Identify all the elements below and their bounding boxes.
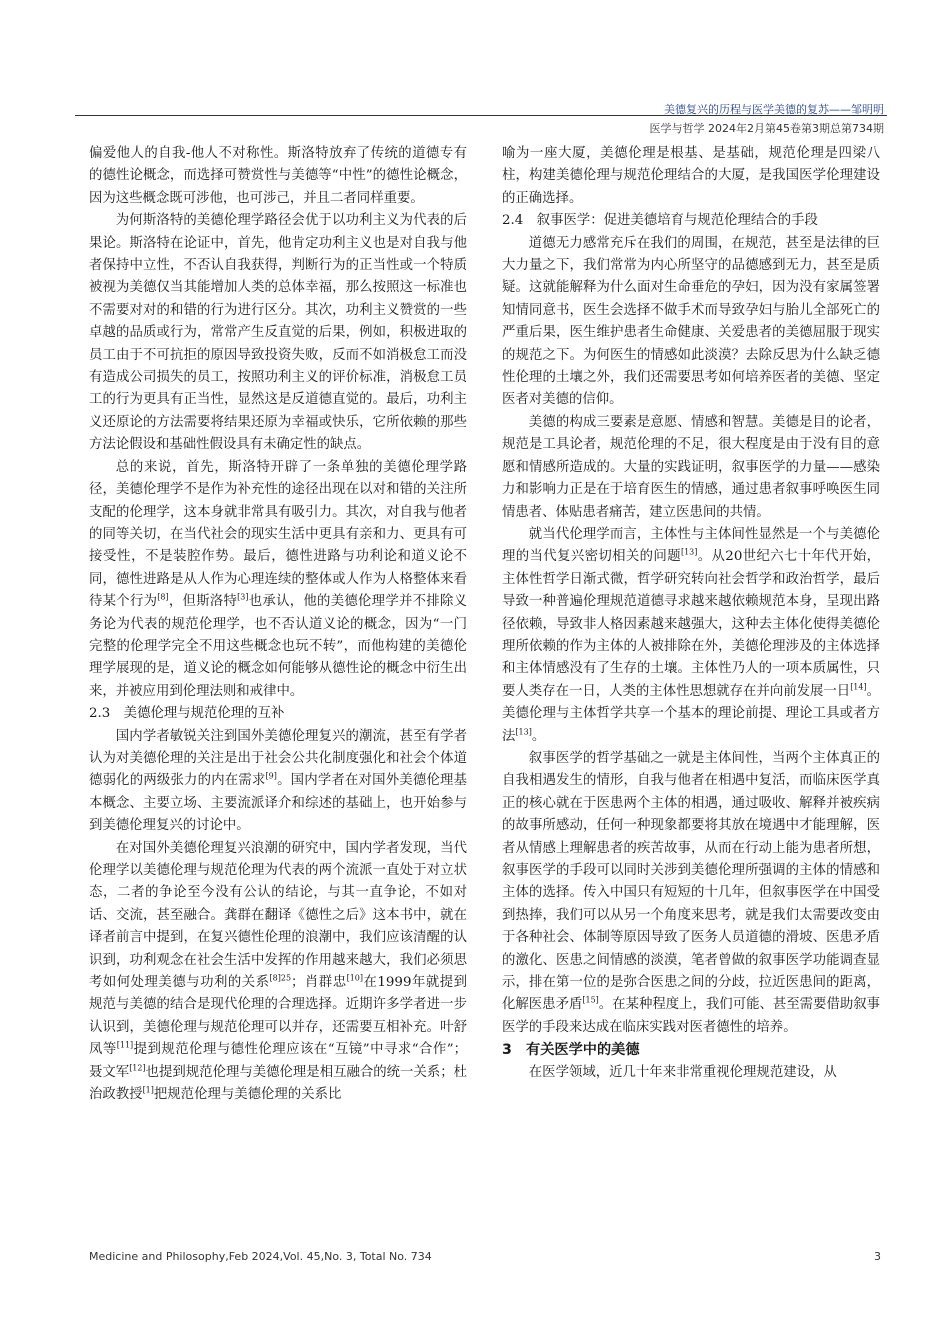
text: ，但斯洛特 bbox=[168, 594, 238, 610]
text: 。美德伦理与主体哲学共享一个基本的理论前提、理论工具或者方法 bbox=[502, 683, 881, 744]
citation: [13] bbox=[515, 727, 532, 737]
text: 提到规范伦理与德性伦理应该在“互镜”中寻求“合作”；聂文军 bbox=[89, 1042, 467, 1080]
section-heading-3: 3 有关医学中的美德 bbox=[502, 1042, 640, 1059]
citation: [8]25 bbox=[269, 973, 292, 983]
paragraph: 在医学领域，近几十年来非常重视伦理规范建设，从 bbox=[528, 1064, 837, 1080]
paragraph: 美德的构成三要素是意愿、情感和智慧。美德是目的论者，规范是工具论者，规范伦理的不足，很大程度是由于没有目的意愿和情感所造成的。大量的实践证明，叙事医学的力量——感染力和影响力正是在于培育医生的情感，通过患者叙事呼唤医生同情患者、体贴患者痛苦，建立医患间的共情。 bbox=[502, 414, 880, 520]
text: 也提到规范伦理与美德伦理是相互融合的统一关系；杜治政教授 bbox=[89, 1064, 468, 1103]
text: 。在某种程度上，我们可能、甚至需要借助叙事医学的手段来达成在临床实践对医者德性的培养。 bbox=[502, 997, 881, 1035]
text: 就当代伦理学而言，主体性与主体间性显然是一个与美德伦理的当代复兴密切相关的问题 bbox=[502, 526, 880, 565]
paragraph bbox=[89, 726, 467, 838]
paragraph bbox=[502, 748, 880, 1039]
section-heading-2-4: 2.4 叙事医学：促进美德培育与规范伦理结合的手段 bbox=[502, 213, 818, 229]
citation: [9] bbox=[265, 771, 277, 781]
text: 总的来说，首先，斯洛特开辟了一条单独的美德伦理学路径，美德伦理学不是作为补充性的途径出现在以对和错的关注所支配的伦理学，这本身就非常具有吸引力。其次，对自我与他者的同等关切，在当代社会的现实生活中更具有亲和力、更具有可接受性，不是装腔作势。最后，德性进路与功利论和道义论不同，德性进路是从人作为心理连续的整体或人作为人格整体来看待某个行为 bbox=[89, 459, 467, 610]
paragraph bbox=[89, 838, 467, 1107]
citation: [11] bbox=[116, 1040, 134, 1050]
right-column bbox=[502, 143, 880, 1084]
text: 把规范伦理与美德伦理的关系比 bbox=[153, 1087, 342, 1103]
citation: [3] bbox=[237, 592, 249, 602]
running-title: 美德复兴的历程与医学美德的复苏——邹明明 bbox=[664, 103, 884, 116]
page-number: 3 bbox=[874, 1250, 881, 1263]
paragraph: 偏爱他人的自我-他人不对称性。斯洛特放弃了传统的道德专有的德性论概念，而选择可赞赏性与美德等“中性”的德性论概念，因为这些概念既可涉他，也可涉己，并且二者同样重要。 bbox=[89, 146, 467, 206]
text: 。国内学者在对国外美德伦理基本概念、主要立场、主要流派译介和综述的基础上，也开始参与到美德伦理复兴的讨论中。 bbox=[89, 773, 468, 834]
issue-info: 医学与哲学 2024年2月第45卷第3期总第734期 bbox=[649, 122, 884, 135]
citation: [12] bbox=[129, 1063, 146, 1073]
citation: [14] bbox=[850, 682, 867, 692]
paragraph bbox=[502, 524, 880, 748]
left-column bbox=[89, 143, 467, 1106]
citation: [15] bbox=[582, 995, 599, 1005]
text: 在对国外美德伦理复兴浪潮的研究中，国内学者发现，当代伦理学以美德伦理与规范伦理为代表的两个流派一直处于对立状态，二者的争论至今没有公认的结论，与其一直争论，不如对话、交流，甚至融合。龚群在翻译《德性之后》这本书中，就在译者前言中提到，在复兴德性伦理的浪潮中，我们应该清醒的认识到，功利观念在社会生活中发挥的作用越来越大，我们必须思考如何处理美德与功利的关系 bbox=[89, 840, 467, 991]
paragraph: 为何斯洛特的美德伦理学路径会优于以功利主义为代表的后果论。斯洛特在论证中，首先，他肯定功利主义也是对自我与他者保持中立性，不否认自我获得，判断行为的正当性或一个特质被视为美德仅当其能增加人类的总体幸福，那么按照这一标准也不需要对对的和错的行为进行区分。其次，功利主义赞赏的一些卓越的品质或行为，常常产生反直觉的后果，例如，积极进取的员工由于不可抗拒的原因导致投资失败，反而不如消极怠工而没有造成公司损失的员工，按照功利主义的评价标准，消极怠工员工的行为更具有正当性，显然这是反道德直觉的。最后，功利主义还原论的方法需要将结果还原为幸福或快乐，它所依赖的那些方法论假设和基础性假设具有未确定性的缺点。 bbox=[89, 213, 467, 453]
text: 国内学者敏锐关注到国外美德伦理复兴的潮流，甚至有学者认为对美德伦理的关注是出于社会公共化制度强化和社会个体道德弱化的两级张力的内在需求 bbox=[89, 728, 467, 789]
citation: [1] bbox=[142, 1085, 154, 1095]
citation: [10] bbox=[346, 973, 363, 983]
header-rule bbox=[75, 115, 887, 116]
citation: [8] bbox=[157, 592, 169, 602]
paragraph: 道德无力感常充斥在我们的周围，在规范，甚至是法律的巨大力量之下，我们常常为内心所坚守的品德感到无力，甚至是质疑。这就能解释为什么面对生命垂危的孕妇，因为没有家属签署知情同意书，医生会选择不做手术而导致孕妇与胎儿全部死亡的严重后果，医生维护患者生命健康、关爱患者的美德屈服于现实的规范之下。为何医生的情感如此淡漠？去除反思为什么缺乏德性伦理的土壤之外，我们还需要思考如何培养医者的美德、坚定医者对美德的信仰。 bbox=[502, 235, 880, 408]
text: ；肖群忠 bbox=[291, 975, 347, 991]
text: 。 bbox=[531, 728, 546, 744]
text: 。从20世纪六七十年代开始，主体性哲学日渐式微，哲学研究转向社会哲学和政治哲学，最后导致一种普遍伦理规范道德寻求越来越依赖规范本身，呈现出路径依赖，导致非人格因素越来越强大，这种去主体化使得美德伦理所依赖的作为主体的人被排除在外，美德伦理涉及的主体选择和主体情感没有了生存的土壤。主体性乃人的一项本质属性，只要人类存在一日，人类的主体性思想就存在并向前发展一日 bbox=[502, 549, 880, 699]
text: 叙事医学的哲学基础之一就是主体间性，当两个主体真正的自我相遇发生的情形，自我与他者在相遇中复活，而临床医学真正的核心就在于医患两个主体的相遇，通过吸收、解释并被疾病的故事所感动，任何一种现象都要将其放在境遇中才能理解，医者从情感上理解患者的疾苦故事，从而在行动上能为患者所想，叙事医学的手段可以同时关涉到美德伦理所强调的主体的情感和主体的选择。传入中国只有短短的十几年，但叙事医学在中国受到热捧，我们可以从另一个角度来思考，就是我们太需要改变由于各种社会、体制等原因导致了医务人员道德的滑坡、医患矛盾的激化、医患之间情感的淡漠，笔者曾做的叙事医学功能调查显示，排在第一位的是弥合医患之间的分歧，拉近医患间的距离，化解医患矛盾 bbox=[502, 750, 880, 1013]
text: 在1999年就提到规范与美德的结合是现代伦理的合理选择。近期许多学者进一步认识到，美德伦理与规范伦理可以并存，还需要互相补充。叶舒凤等 bbox=[89, 975, 468, 1058]
text: 也承认，他的美德伦理学并不排除义务论为代表的规范伦理学，也不否认道义论的概念，因为“一门完整的伦理学完全不用这些概念也玩不转”，而他构建的美德伦理学展现的是，道义论的概念如何能够从德性论的概念中衍生出来，并被应用到伦理法则和戒律中。 bbox=[89, 594, 468, 699]
paragraph bbox=[89, 457, 467, 703]
section-heading-2-3: 2.3 美德伦理与规范伦理的互补 bbox=[89, 706, 285, 722]
citation: [13] bbox=[680, 547, 698, 557]
paragraph: 喻为一座大厦，美德伦理是根基、是基础，规范伦理是四梁八柱，构建美德伦理与规范伦理结合的大厦，是我国医学伦理建设的正确选择。 bbox=[502, 146, 880, 206]
footer-journal: Medicine and Philosophy,Feb 2024,Vol. 45,No. 3, Total No. 734 bbox=[89, 1250, 432, 1263]
